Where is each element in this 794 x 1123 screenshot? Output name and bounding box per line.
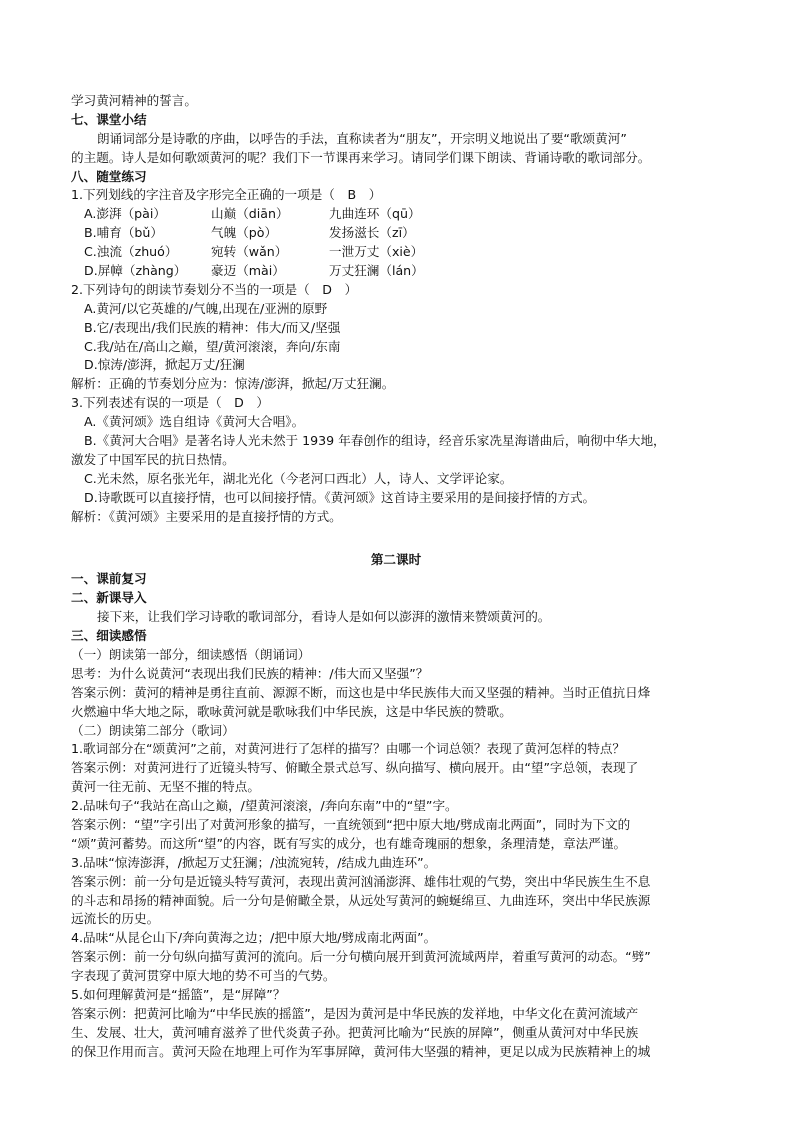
item-4-question: 4.品味“从昆仑山下/奔向黄海之边；/把中原大地/劈成南北两面”。 [71,930,437,946]
part-1-answer-line: 答案示例：黄河的精神是勇往直前、源源不断，而这也是中华民族伟大而又坚强的精神。当时正值抗日烽 [71,684,651,700]
part-2-title: （二）朗读第二部分（歌词） [71,722,235,738]
item-4-answer-line: 答案示例：前一分句纵向描写黄河的流向。后一分句横向展开到黄河流域两岸，着重写黄河的动态。“劈” [71,949,651,965]
part-1-question: 思考：为什么说黄河“表现出我们民族的精神：/伟大而又坚强”？ [71,665,429,681]
question-3-option-d: D.诗歌既可以直接抒情，也可以间接抒情。《黄河颂》这首诗主要采用的是间接抒情的方式。 [84,489,596,505]
item-5-question: 5.如何理解黄河是“摇篮”，是“屏障”？ [71,986,286,1002]
item-3-answer-line: 答案示例：前一分句是近镜头特写黄河，表现出黄河汹涌澎湃、雄伟壮观的气势，突出中华民族生生不息 [71,873,651,889]
item-1-question: 1.歌词部分在“颂黄河”之前，对黄河进行了怎样的描写？由哪一个词总领？表现了黄河怎样的特点？ [71,741,626,757]
question-3-option-c: C.光未然，原名张光年，湖北光化（今老河口西北）人，诗人、文学评论家。 [84,470,513,486]
question-2-option-d: D.惊涛/澎湃，掀起万丈/狂澜 [84,357,245,373]
question-1-option-b: B.哺育（bǔ） 气魄（pò） 发扬滋长（zī） [84,225,415,241]
item-2-answer-line: 答案示例：“望”字引出了对黄河形象的描写，一直统领到“把中原大地/劈成南北两面”，同时为下文的 [71,816,631,832]
text-line: 学习黄河精神的誓言。 [71,93,197,108]
section-heading-exercise: 八、随堂练习 [71,168,147,184]
item-2-question: 2.品味句子“我站在高山之巅，/望黄河滚滚，/奔向东南”中的“望”字。 [71,798,458,814]
question-3-analysis: 解析：《黄河颂》主要采用的是直接抒情的方式。 [71,508,342,524]
question-2-option-c: C.我/站在/高山之巅，望/黄河滚滚，奔向/东南 [84,338,341,354]
question-2-option-a: A.黄河/以它英雄的/气魄,出现在/亚洲的原野 [84,300,328,316]
document-page [71,92,721,1062]
summary-paragraph-line: 的主题。诗人是如何歌颂黄河的呢？我们下一节课再来学习。请同学们课下朗读、背诵诗歌的歌词部分。 [71,149,651,165]
question-3-option-a: A.《黄河颂》选自组诗《黄河大合唱》。 [84,414,305,430]
item-3-answer-line: 的斗志和昂扬的精神面貌。后一分句是俯瞰全景，从远处写黄河的蜿蜒绵亘、九曲连环，突出中华民族源 [71,892,651,908]
question-1-stem: 1.下列划线的字注音及字形完全正确的一项是（ B ） [71,187,382,203]
section-heading-review: 一、课前复习 [71,571,147,587]
part-1-title: （一）朗读第一部分，细读感悟（朗诵词） [71,646,311,662]
item-5-answer-line: 答案示例：把黄河比喻为“中华民族的摇篮”，是因为黄河是中华民族的发祥地，中华文化在黄河流域产 [71,1005,639,1021]
question-1-option-a: A.澎湃（pài） 山巅（diān） 九曲连环（qū） [84,206,421,222]
item-3-question: 3.品味“惊涛澎湃，/掀起万丈狂澜；/浊流宛转，/结成九曲连环”。 [71,854,437,870]
lesson-2-title: 第二课时 [370,552,422,568]
question-2-option-b: B.它/表现出/我们民族的精神：伟大/而又/坚强 [84,319,341,335]
item-2-answer-line: “颂”黄河蓄势。而这所“望”的内容，既有写实的成分，也有雄奇瑰丽的想象，条理清楚，章法严谨。 [71,835,627,851]
section-heading-intro: 二、新课导入 [71,590,147,606]
summary-paragraph-line: 朗诵词部分是诗歌的序曲，以呼告的手法，直称读者为“朋友”，开宗明义地说出了要“歌颂黄河” [97,130,627,146]
section-heading-reading: 三、细读感悟 [71,628,147,644]
item-5-answer-line: 生、发展、壮大，黄河哺育滋养了世代炎黄子孙。把黄河比喻为“民族的屏障”，侧重从黄河对中华民族 [71,1024,639,1040]
intro-text: 接下来，让我们学习诗歌的歌词部分，看诗人是如何以澎湃的激情来赞颂黄河的。 [97,609,551,625]
part-1-answer-line: 火燃遍中华大地之际，歌咏黄河就是歌咏我们中华民族，这是中华民族的赞歌。 [71,703,512,719]
item-4-answer-line: 字表现了黄河贯穿中原大地的势不可当的气势。 [71,968,336,984]
section-heading-summary: 七、课堂小结 [71,111,147,127]
item-5-answer-line: 的保卫作用而言。黄河天险在地理上可作为军事屏障，黄河伟大坚强的精神，更足以成为民族精神上的城 [71,1043,651,1059]
question-3-option-b-cont: 激发了中国军民的抗日热情。 [71,451,235,467]
question-1-option-d: D.屏幛（zhàng） 豪迈（mài） 万丈狂澜（lán） [84,263,424,279]
question-3-stem: 3.下列表述有误的一项是（ D ） [71,395,270,411]
question-3-option-b: B.《黄河大合唱》是著名诗人光未然于 1939 年春创作的组诗，经音乐家冼星海谱曲后，响彻中华大地， [84,433,666,449]
item-1-answer-line: 答案示例：对黄河进行了近镜头特写、俯瞰全景式总写、纵向描写、横向展开。由“望”字总领，表现了 [71,760,639,776]
item-3-answer-line: 远流长的历史。 [71,911,160,927]
item-1-answer-line: 黄河一往无前、无坚不摧的特点。 [71,779,260,795]
question-2-analysis: 解析：正确的节奏划分应为：惊涛/澎湃，掀起/万丈狂澜。 [71,376,395,392]
question-1-option-c: C.浊流（zhuó） 宛转（wǎn） 一泄万丈（xiè） [84,244,424,260]
question-2-stem: 2.下列诗句的朗读节奏划分不当的一项是（ D ） [71,281,358,297]
